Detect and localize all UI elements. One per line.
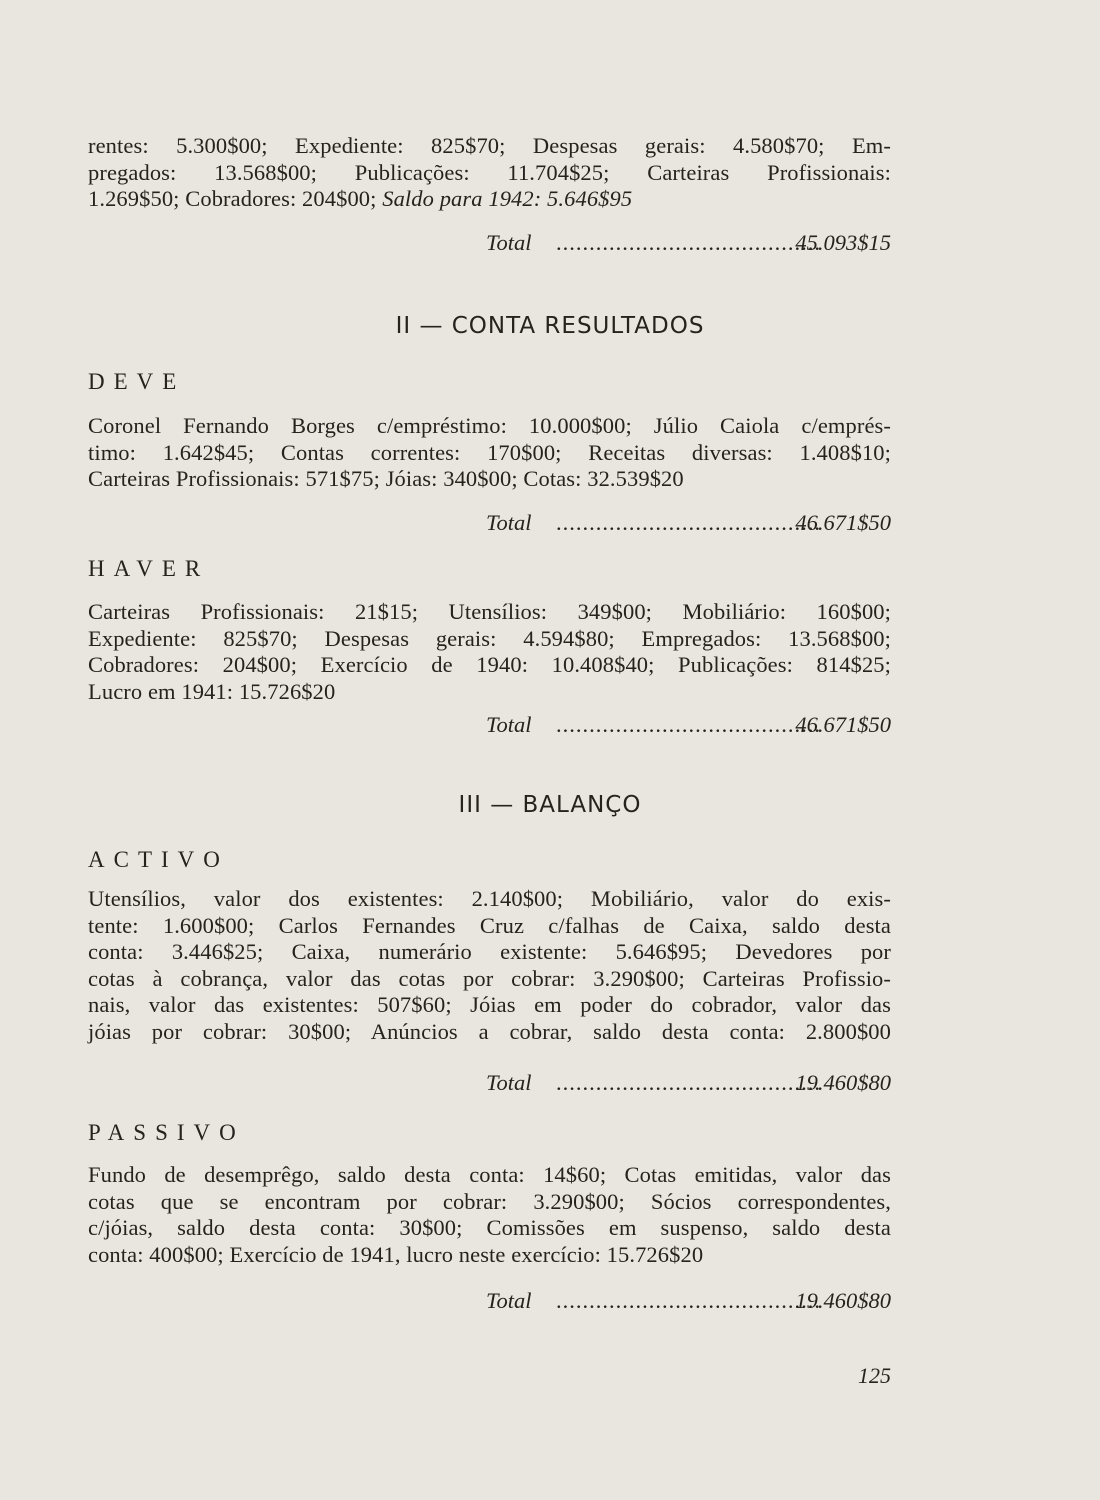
heading-haver: HAVER [88,556,210,581]
intro-paragraph [88,133,891,213]
leader-dots: ........................................ [556,230,821,255]
deve-line-3: Carteiras Profissionais: 571$75; Jóias: 340$00; Cotas: 32.539$20 [88,466,684,491]
total-value: 19.460$80 [795,1070,891,1095]
haver-line-2: Expediente: 825$70; Despesas gerais: 4.594$80; Empregados: 13.568$00; [88,625,891,651]
total-label: Total [486,230,532,255]
total-value: 19.460$80 [795,1288,891,1313]
haver-line-1: Carteiras Profissionais: 21$15; Utensílios: 349$00; Mobiliário: 160$00; [88,599,891,624]
section-title-balanco: III — BALANÇO [458,792,642,818]
haver-total-row [480,711,891,739]
saldo-para-1942: Saldo para 1942: 5.646$95 [382,186,633,211]
activo-paragraph [88,886,891,1045]
activo-line-6: jóias por cobrar: 30$00; Anúncios a cobrar, saldo desta conta: 2.800$00 [88,1018,891,1044]
activo-line-4: cotas à cobrança, valor das cotas por cobrar: 3.290$00; Carteiras Profissio- [88,965,891,991]
total-label: Total [486,1070,532,1095]
page-number: 125 [858,1363,891,1388]
deve-paragraph [88,413,891,493]
passivo-paragraph [88,1162,891,1268]
heading-passivo: PASSIVO [88,1120,245,1145]
heading-activo: ACTIVO [88,847,229,872]
leader-dots: ........................................ [556,1288,821,1313]
total-label: Total [486,712,532,737]
passivo-total-row [480,1287,891,1315]
haver-paragraph [88,599,891,705]
deve-line-1: Coronel Fernando Borges c/empréstimo: 10.000$00; Júlio Caiola c/emprés- [88,413,891,438]
total-value: 46.671$50 [795,510,891,535]
activo-line-3: conta: 3.446$25; Caixa, numerário existente: 5.646$95; Devedores por [88,939,891,964]
passivo-line-4: conta: 400$00; Exercício de 1941, lucro neste exercício: 15.726$20 [88,1241,704,1267]
intro-line-3 [88,186,891,213]
passivo-line-3: c/jóias, saldo desta conta: 30$00; Comissões em suspenso, saldo desta [88,1215,891,1240]
deve-line-2: timo: 1.642$45; Contas correntes: 170$00; Receitas diversas: 1.408$10; [88,439,891,465]
haver-line-4: Lucro em 1941: 15.726$20 [88,678,336,704]
activo-total-row [480,1069,891,1097]
haver-line-3: Cobradores: 204$00; Exercício de 1940: 10.408$40; Publicações: 814$25; [88,652,891,677]
intro-line-1: rentes: 5.300$00; Expediente: 825$70; Despesas gerais: 4.580$70; Em- [88,133,891,158]
total-value: 46.671$50 [795,712,891,737]
leader-dots: ........................................ [556,1070,821,1095]
total-label: Total [486,1288,532,1313]
activo-line-2: tente: 1.600$00; Carlos Fernandes Cruz c/falhas de Caixa, saldo desta [88,912,891,938]
intro-total-row [480,229,891,257]
heading-deve: DEVE [88,369,186,394]
deve-total-row [480,509,891,537]
total-label: Total [486,510,532,535]
passivo-line-2: cotas que se encontram por cobrar: 3.290$00; Sócios correspondentes, [88,1188,891,1214]
intro-line-3-plain: 1.269$50; Cobradores: 204$00; [88,186,383,211]
total-value: 45.093$15 [795,230,891,255]
activo-line-1: Utensílios, valor dos existentes: 2.140$00; Mobiliário, valor do exis- [88,886,891,911]
leader-dots: ........................................ [556,712,821,737]
intro-line-2: pregados: 13.568$00; Publicações: 11.704$25; Carteiras Profissionais: [88,159,891,185]
leader-dots: ........................................ [556,510,821,535]
section-title-conta-resultados: II — CONTA RESULTADOS [395,313,705,339]
passivo-line-1: Fundo de desemprêgo, saldo desta conta: 14$60; Cotas emitidas, valor das [88,1162,891,1187]
activo-line-5: nais, valor das existentes: 507$60; Jóias em poder do cobrador, valor das [88,992,891,1017]
